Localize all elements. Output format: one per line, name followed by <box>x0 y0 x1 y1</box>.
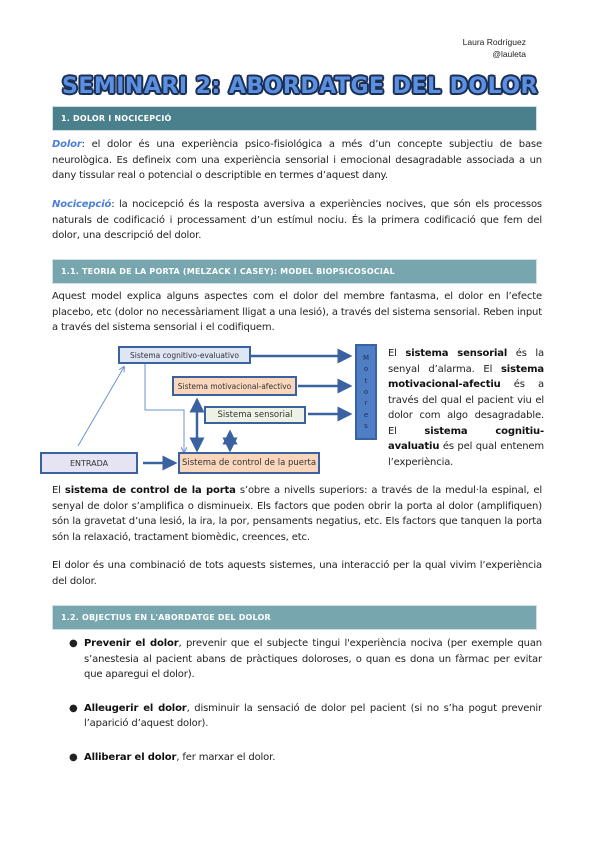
section-heading-1-2: 1.2. OBJECTIUS EN L'ABORDATGE DEL DOLOR <box>52 605 537 630</box>
text: El <box>52 485 65 496</box>
item-text: , disminuir la sensació de dolor pel pacient (si no s’ha pogut prevenir l’aparició d’aquest dolor). <box>84 702 542 729</box>
section-heading-1-1: 1.1. TEORIA DE LA PORTA (MELZACK I CASEY): MODEL BIOPSICOSOCIAL <box>52 259 537 284</box>
item-bold: Prevenir el dolor <box>84 638 179 649</box>
box-sensorial: Sistema sensorial <box>204 406 306 424</box>
bold-motivational: sistema motivacional-afectiu <box>388 363 544 390</box>
box-motivational: Sistema motivacional-afectivo <box>172 376 297 396</box>
list-item <box>52 636 542 683</box>
systems-explanation <box>388 346 544 470</box>
item-text: , prevenir que el subjecte tingui l'experiència nociva (per exemple quan s’anestesia al pacient abans de pràctiques doloroses, o quan es dona un fàrmac per evitar que aparegui el dolor). <box>84 638 542 680</box>
bold-gate: sistema de control de la porta <box>64 485 236 496</box>
section-heading-1: 1. DOLOR I NOCICEPCIÓ <box>52 106 537 131</box>
nocicepcio-definition <box>52 197 542 244</box>
gate-control-paragraph <box>52 483 542 545</box>
text: és pel qual entenem l’experiència. <box>388 441 544 468</box>
bullet-icon: ● <box>69 702 78 714</box>
text: és a través del qual el pacient viu el dolor com algo desagradable. El <box>388 379 544 437</box>
motores-letter: s <box>364 422 368 431</box>
list-item <box>52 701 542 732</box>
bold-cognitive: sistema cognitiu-avaluatiu <box>388 425 544 452</box>
motores-letter: e <box>363 410 369 419</box>
item-text: , fer marxar el dolor. <box>176 751 276 763</box>
author-name: Laura Rodríguez <box>462 37 526 47</box>
objectives-list <box>52 636 542 783</box>
bullet-icon: ● <box>69 638 78 649</box>
motores-letter: o <box>363 365 369 374</box>
author-handle: @lauleta <box>492 49 526 59</box>
combination-paragraph: El dolor és una combinació de tots aquests sistemes, una interacció per la qual vivim l’experiència del dolor. <box>52 560 542 587</box>
dolor-text: : el dolor és una experiència psico-fisiológica a més d’un concepte subjectiu de base neurològica. Es defineix com una experiència sensorial i emocional desagradable associada a un dany tissular real o potencial o descriptible en termes d’aquest dany. <box>52 139 542 181</box>
box-motores <box>355 344 377 440</box>
dolor-definition <box>52 137 542 184</box>
page-title: SEMINARI 2: ABORDATGE DEL DOLOR <box>61 74 539 99</box>
item-bold: Alleugerir el dolor <box>84 702 187 714</box>
box-cognitive: Sistema cognitivo-evaluativo <box>118 346 251 364</box>
motores-letter: M <box>362 353 370 362</box>
motores-letter: o <box>363 387 369 396</box>
nocicepcio-text: : la nocicepció és la resposta aversiva a experiències nocives, que són els processos naturals de codificació i processament d’un estímul nociu. És la primera codificació que fem del dolor, una descripció del dolor. <box>52 199 542 241</box>
bold-sensorial: sistema sensorial <box>405 348 508 359</box>
list-item <box>52 750 542 766</box>
text: s’obre a nivells superiors: a través de la medul·la espinal, el senyal de dolor s’amplifica o disminueix. Els factors que poden obrir la porta al dolor (amplifiquen) són la gravetat d’una lesió, la ira, la por, pensaments negatius, etc. Els factors que tanquen la porta són la relaxació, tractament biomèdic, creences, etc. <box>52 485 542 543</box>
motores-letter: r <box>364 399 368 408</box>
term-nocicepcio: Nocicepció <box>52 199 112 210</box>
box-entrada: ENTRADA <box>40 452 138 474</box>
box-gate-control: Sistema de control de la puerta <box>178 452 320 474</box>
text: és la senyal d’alarma. El <box>388 348 544 375</box>
gate-theory-intro: Aquest model explica alguns aspectes com el dolor del membre fantasma, el dolor en l’efecte placebo, etc (dolor no necessàriament lligat a una lesió), a través del sistema sensorial. Reben input a través del sistema sensorial i el codifiquem. <box>52 291 542 333</box>
bullet-icon: ● <box>69 751 78 763</box>
author-block <box>463 36 526 60</box>
text: El <box>388 348 406 359</box>
item-bold: Alliberar el dolor <box>84 751 177 763</box>
gate-control-diagram <box>40 340 380 480</box>
term-dolor: Dolor <box>52 139 82 150</box>
motores-letter: t <box>364 376 368 385</box>
